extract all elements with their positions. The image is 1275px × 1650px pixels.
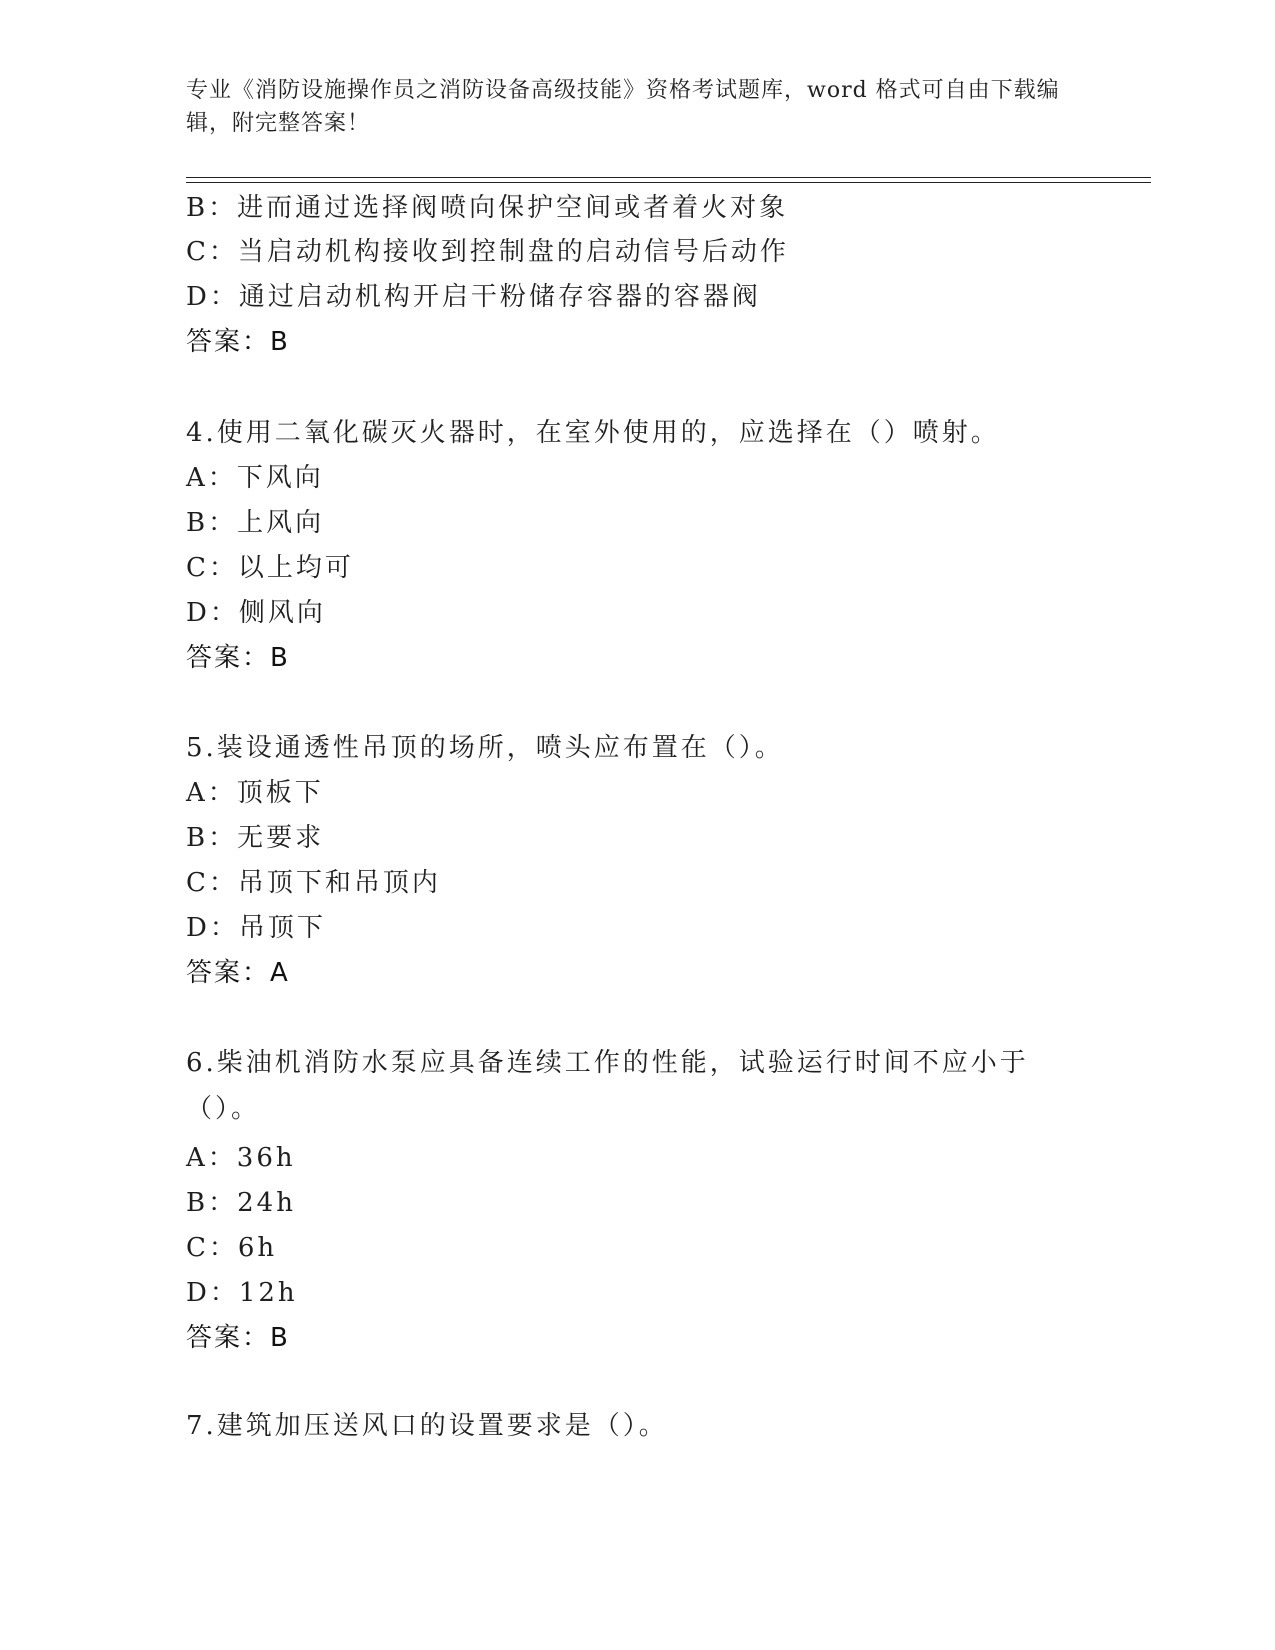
q3-option-c: C：当启动机构接收到控制盘的启动信号后动作 [186,237,789,267]
q5-question: 5.装设通透性吊顶的场所，喷头应布置在（）。 [186,733,784,763]
q4-option-d: D：侧风向 [186,598,326,628]
q4-option-b: B：上风向 [186,508,325,538]
q6-question: 6.柴油机消防水泵应具备连续工作的性能，试验运行时间不应小于（）。 [186,1048,1029,1124]
q4-question: 4.使用二氧化碳灭火器时，在室外使用的，应选择在（）喷射。 [186,418,1000,448]
q3-option-b: B：进而通过选择阀喷向保护空间或者着火对象 [186,193,789,223]
q4-answer: 答案：B [186,643,290,673]
q6-option-d: D：12h [186,1278,298,1308]
header-divider-top [186,177,1151,178]
q5-answer: 答案：A [186,958,290,988]
header-divider-bottom [186,182,1151,183]
q4-option-a: A：下风向 [186,463,324,493]
q5-option-d: D：吊顶下 [186,913,326,943]
q3-answer: 答案：B [186,327,290,357]
q5-option-a: A：顶板下 [186,778,324,808]
q5-option-c: C：吊顶下和吊顶内 [186,868,441,898]
q6-option-b: B：24h [186,1188,296,1218]
q4-option-c: C：以上均可 [186,553,354,583]
q6-answer: 答案：B [186,1323,290,1353]
document-header: 专业《消防设施操作员之消防设备高级技能》资格考试题库，word 格式可自由下载编辑，附完整答案！ [186,78,1060,136]
q6-option-c: C：6h [186,1233,278,1263]
q7-question: 7.建筑加压送风口的设置要求是（）。 [186,1411,668,1441]
q3-option-d: D：通过启动机构开启干粉储存容器的容器阀 [186,282,761,312]
q5-option-b: B：无要求 [186,823,325,853]
q6-option-a: A：36h [186,1143,296,1173]
